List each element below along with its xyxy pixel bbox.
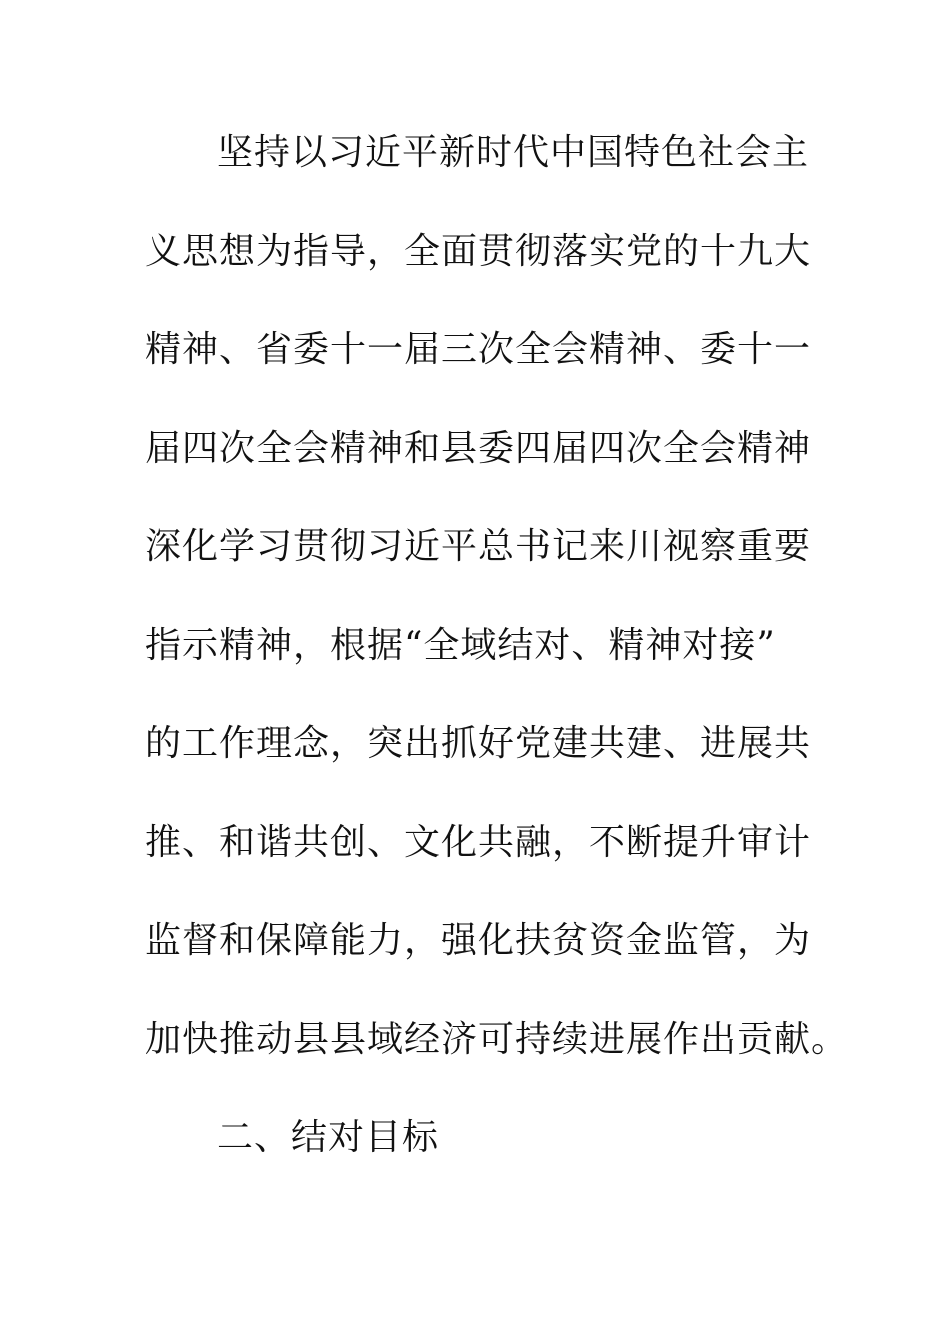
paragraph-line: 精神、省委十一届三次全会精神、委十一 (145, 329, 812, 370)
section-heading: 二、结对目标 (217, 1117, 440, 1158)
paragraph-line: 届四次全会精神和县委四届四次全会精神 (145, 427, 812, 469)
paragraph-line: 的工作理念，突出抓好党建共建、进展共 (145, 723, 812, 764)
paragraph-line: 指示精神，根据“全域结对、精神对接” (145, 624, 776, 666)
paragraph-line: 义思想为指导，全面贯彻落实党的十九大 (145, 230, 812, 272)
paragraph-line: 深化学习贯彻习近平总书记来川视察重要 (145, 526, 812, 567)
paragraph-line: 坚持以习近平新时代中国特色社会主 (217, 132, 810, 173)
document-body (145, 128, 849, 1212)
paragraph-1 (145, 128, 849, 1113)
paragraph-line: 加快推动县县域经济可持续进展作出贡献。 (145, 1018, 849, 1060)
paragraph-line: 推、和谐共创、文化共融，不断提升审计 (145, 821, 812, 863)
paragraph-line: 监督和保障能力，强化扶贫资金监管，为 (145, 920, 812, 961)
